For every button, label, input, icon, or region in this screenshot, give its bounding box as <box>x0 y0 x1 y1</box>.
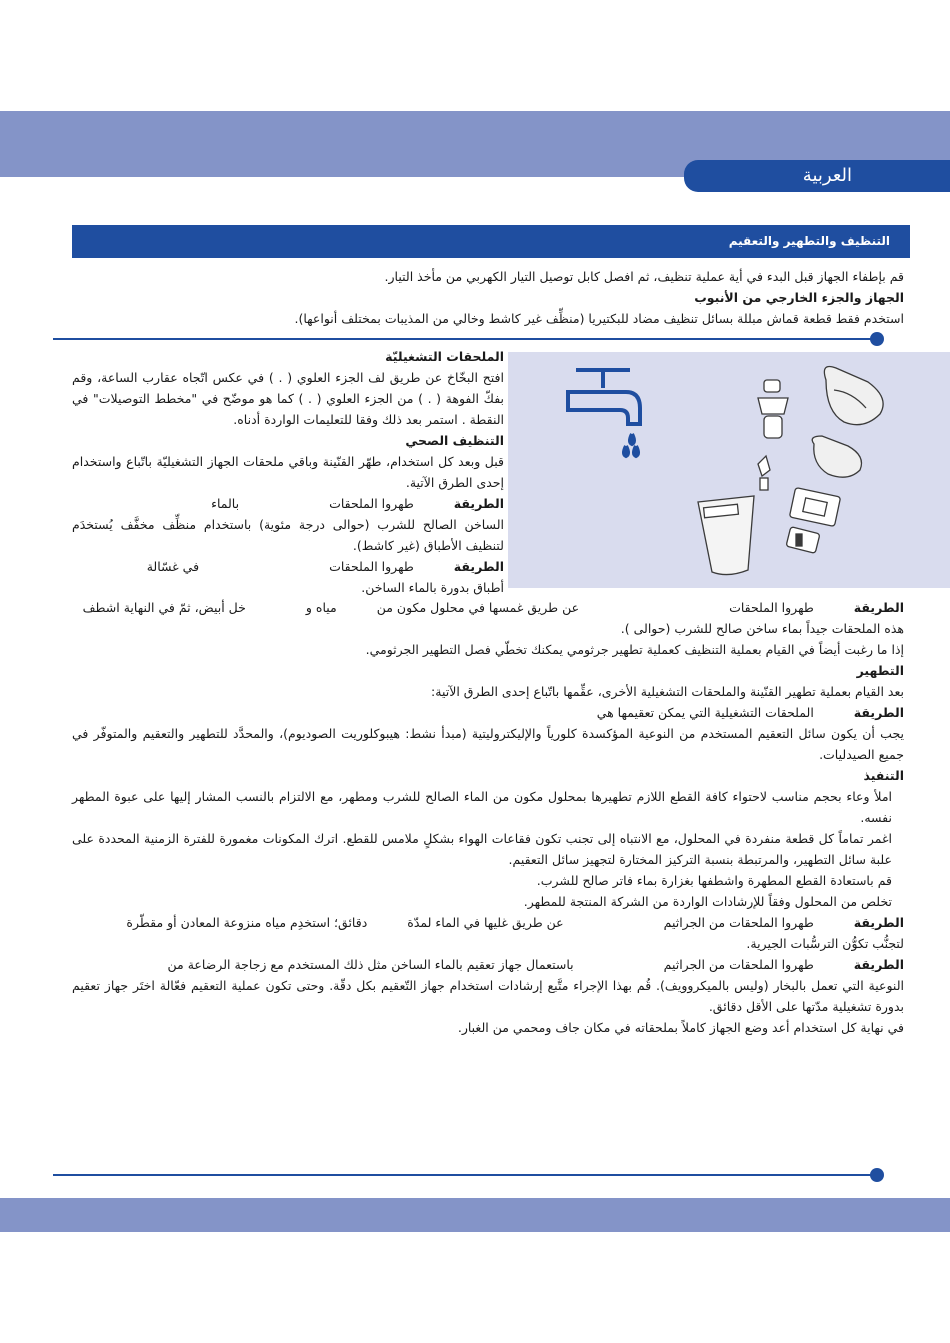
boil-method-cont: لتجنُّب تكوُّن الترسُّبات الجيرية. <box>746 936 904 951</box>
divider-dot <box>870 1168 884 1182</box>
nebulizer-parts-illustration <box>698 367 883 575</box>
disinfection-heading: التطهير <box>856 663 904 678</box>
method-1: الطريقةطهروا الملحقاتبالماء <box>211 496 504 511</box>
step-3: قم باستعادة القطع المطهرة واشطفها بغزارة بماء فاتر صالح للشرب. <box>536 873 892 888</box>
optional-note: إذا ما رغبت أيضاً في القيام بعملية التنظيف كعملية تطهير جرثومي يمكنك تخطّي فصل التطهير الجرثومي. <box>365 642 904 657</box>
accessories-heading: الملحقات التشغيليّة <box>385 349 504 364</box>
method-3-cont: هذه الملحقات جيداً بماء ساخن صالح للشرب (حوالى ). <box>620 621 904 636</box>
step-2: اغمر تماماً كل قطعة منفردة في المحلول، مع الانتباه إلى تجنب تكون فقاعات الهواء بشكلٍ ملامس للقطع. اترك المكونات مغمورة للفترة الزمنية المحددة على علبة سائل التطهير، والمرتبطة بنسبة التركيز المختارة لتجهيز سائل التعقيم. <box>72 831 892 867</box>
steam-method: الطريقةطهروا الملحقات من الجراثيمباستعمال جهاز تعقيم بالماء الساخن مثل ذلك المستخدم مع زجاجة الرضاعة من <box>167 957 904 972</box>
disinfection-method: الطريقةالملحقات التشغيلية التي يمكن تعقيمها هي <box>596 705 904 720</box>
method-2: الطريقةطهروا الملحقاتفي غسّالة <box>146 559 504 574</box>
disinfection-requirement: يجب أن يكون سائل التعقيم المستخدم من النوعية المؤكسدة كلورياً والإليكتروليتية (مبدأ نشط: هيبوكلوريت الصوديوم)، والمحدَّد للتطهير والتعقيم والمتوفّر في جميع الصيدليات. <box>72 726 904 762</box>
top-text-block <box>64 266 904 329</box>
steam-method-cont: النوعية التي تعمل بالبخار (وليس بالميكروويف). قُم بهذا الإجراء متَّبع إرشادات استخدام جهاز التّعقيم بكل دقّة. وحتى تكون عملية التعقيم فعّالة اختَر جهاز تعقيم بدورة تشغيلية مدّتها على الأقل دقائق. <box>72 978 904 1014</box>
step-1: املأ وعاء بحجم مناسب لاحتواء كافة القطع اللازم تطهيرها بمحلول مكون من الماء الصالح للشرب ومطهر، مع الالتزام بالنسب المشار إليها على عبوة المطهر نفسه. <box>72 789 892 825</box>
bottom-divider <box>53 1174 877 1176</box>
language-tab: العربية <box>684 160 950 192</box>
lower-text-block <box>72 597 904 1038</box>
execution-heading: التنفيذ <box>863 768 904 783</box>
faucet-icon <box>568 370 642 456</box>
bottom-color-band <box>0 1198 950 1232</box>
intro-text: قم بإطفاء الجهاز قبل البدء في أية عملية تنظيف، ثم افصل كابل توصيل التيار الكهربي من مأخذ التيار. <box>384 269 904 284</box>
top-divider <box>53 338 877 340</box>
method-2-cont: أطباق بدورة بالماء الساخن. <box>361 580 504 595</box>
boil-method: الطريقةطهروا الملحقات من الجراثيمعن طريق غليها في الماء لمدّةدقائق؛ استخدِم مياه منزوعة المعادن أو مقطّرة <box>126 915 904 930</box>
hygiene-heading: التنظيف الصحي <box>405 433 504 448</box>
method-3: الطريقةطهروا الملحقاتعن طريق غمسها في محلول مكون منمياه وخل أبيض، ثمّ في النهاية اشطف <box>82 600 904 615</box>
device-heading: الجهاز والجزء الخارجي من الأنبوب <box>694 290 904 305</box>
final-note: في نهاية كل استخدام أعد وضع الجهاز كاملاً بملحقاته في مكان جاف ومحمي من الغبار. <box>457 1020 904 1035</box>
accessories-text: افتح البخّاخ عن طريق لف الجزء العلوي ( . ) في عكس اتّجاه عقارب الساعة، وقم بفكّ الفوهة ( . ) من الجزء العلوي ( . ) كما هو موضّح في "مخطط التوصيلات" في النقطة . استمر بعد ذلك وفقا للتعليمات الواردة أدناه. <box>72 370 504 427</box>
illustration-panel <box>508 352 950 588</box>
divider-dot <box>870 332 884 346</box>
step-4: تخلص من المحلول وفقاً للإرشادات الواردة من الشركة المنتجة للمطهر. <box>523 894 892 909</box>
disinfection-text: بعد القيام بعملية تطهير القنّينة والملحقات التشغيلية الأخرى، عقِّمها باتّباع إحدى الطرق الآتية: <box>431 684 904 699</box>
device-text: استخدم فقط قطعة قماش مبللة بسائل تنظيف مضاد للبكتيريا (منظِّف غير كاشط وخالي من المذيبات بمختلف أنواعها). <box>294 311 904 326</box>
hygiene-text: قبل وبعد كل استخدام، طهّر القنّينة وباقي ملحقات الجهاز التشغيليّة باتّباع واستخدام إحدى الطرق الآتية. <box>72 454 504 490</box>
method-1-cont: الساخن الصالح للشرب (حوالى درجة مئوية) باستخدام منظِّف مخفَّف يُستخدَم لتنظيف الأطباق (غير كاشط). <box>72 517 504 553</box>
middle-text-block <box>72 346 504 598</box>
section-title: التنظيف والتطهير والتعقيم <box>72 225 910 258</box>
